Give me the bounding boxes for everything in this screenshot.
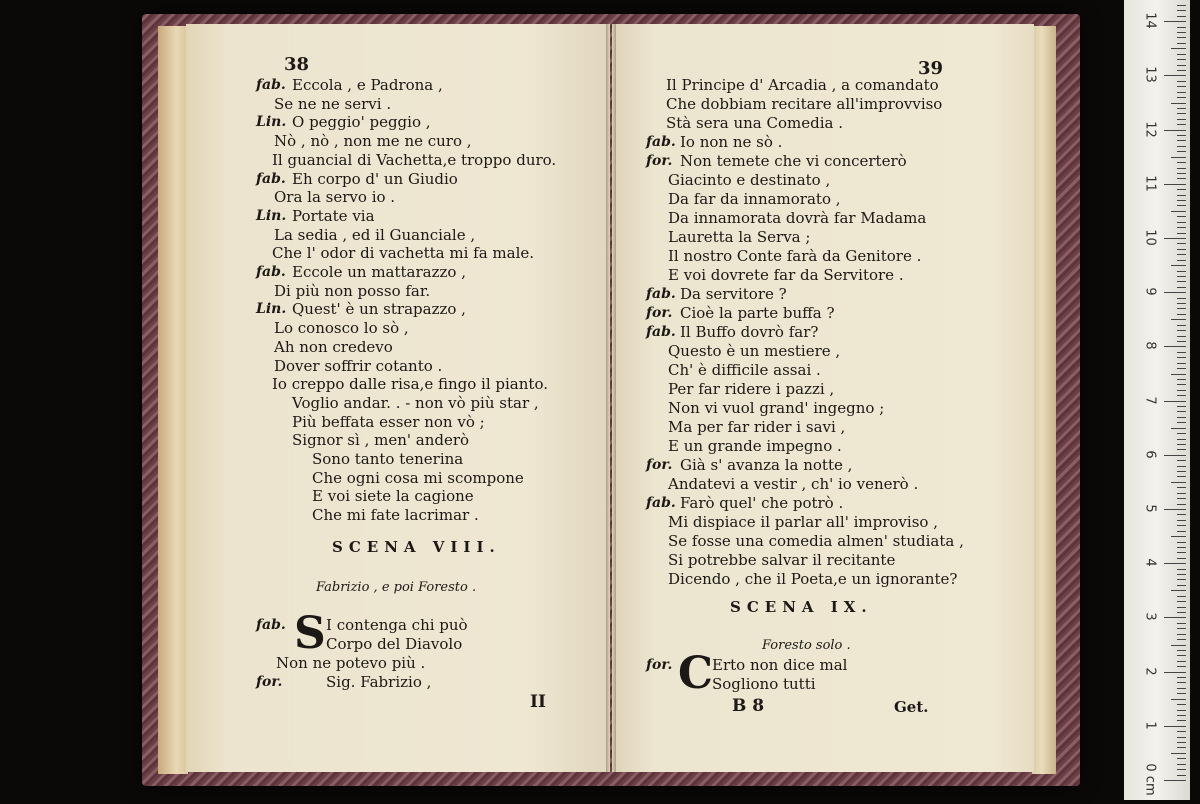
ruler-tick xyxy=(1177,476,1186,477)
catchword: Get. xyxy=(894,698,929,716)
ruler-tick xyxy=(1177,547,1186,548)
ruler-tick xyxy=(1177,710,1186,711)
ruler-tick xyxy=(1177,493,1186,494)
ruler-tick xyxy=(1177,168,1186,169)
verse-line: Di più non posso far. xyxy=(274,281,431,300)
verse-line: La sedia , ed il Guanciale , xyxy=(274,225,476,244)
ruler-tick xyxy=(1177,769,1186,770)
verse-line: Il nostro Conte farà da Genitore . xyxy=(668,247,922,265)
ruler-tick xyxy=(1171,699,1186,700)
ruler-tick xyxy=(1177,97,1186,98)
verse-line: Signor sì , men' anderò xyxy=(292,431,470,450)
ruler-tick xyxy=(1177,466,1186,467)
speaker-label: fab. xyxy=(256,77,286,93)
ruler-label: 13 xyxy=(1142,66,1158,84)
ruler-tick xyxy=(1177,363,1186,364)
ruler-tick xyxy=(1164,617,1186,618)
verse-line: Che dobbiam recitare all'improvviso xyxy=(666,95,943,113)
left-page-edges xyxy=(158,26,188,774)
verse-line: Dover soffrir cotanto . xyxy=(274,356,443,375)
speaker-label: for. xyxy=(646,305,673,321)
ruler-tick xyxy=(1171,319,1186,320)
ruler-tick xyxy=(1171,265,1186,266)
ruler-tick xyxy=(1177,764,1186,765)
ruler-tick xyxy=(1177,628,1186,629)
ruler-tick xyxy=(1164,346,1186,347)
scene-cast: Fabrizio , e poi Foresto . xyxy=(316,580,477,595)
ruler-label: 12 xyxy=(1142,120,1158,138)
verse-line: E un grande impegno . xyxy=(668,437,842,455)
ruler-tick xyxy=(1164,780,1186,781)
ruler-tick xyxy=(1177,747,1186,748)
ruler-tick xyxy=(1177,531,1186,532)
ruler-tick xyxy=(1164,401,1186,402)
ruler-label: 10 xyxy=(1142,229,1158,246)
ruler-tick xyxy=(1177,585,1186,586)
verse-line: Ch' è difficile assai . xyxy=(668,361,821,379)
right-page xyxy=(612,24,1034,772)
ruler-tick xyxy=(1177,384,1186,385)
verse-line: Non ne potevo più . xyxy=(276,654,426,672)
verse-line: Si potrebbe salvar il recitante xyxy=(668,551,896,569)
ruler-tick xyxy=(1177,417,1186,418)
ruler-tick xyxy=(1177,682,1186,683)
ruler-label: 4 xyxy=(1142,558,1158,567)
ruler-tick xyxy=(1177,151,1186,152)
ruler-tick xyxy=(1177,704,1186,705)
ruler-label: 11 xyxy=(1142,175,1158,192)
verse-line: Ora la servo io . xyxy=(274,188,396,207)
ruler-tick xyxy=(1177,504,1186,505)
ruler-tick xyxy=(1171,211,1186,212)
speaker-label: fab. xyxy=(256,264,286,280)
ruler-tick xyxy=(1171,645,1186,646)
ruler-label: 7 xyxy=(1142,395,1158,405)
ruler-tick xyxy=(1177,222,1186,223)
verse-line: Dicendo , che il Poeta,e un ignorante? xyxy=(668,570,958,588)
ruler-tick xyxy=(1177,444,1186,445)
speaker-label: for. xyxy=(646,657,673,673)
verse-line: Non temete che vi concerterò xyxy=(680,152,907,170)
ruler-tick xyxy=(1177,433,1186,434)
ruler-tick xyxy=(1177,59,1186,60)
scene-cast: Foresto solo . xyxy=(762,638,851,653)
ruler-tick xyxy=(1177,731,1186,732)
ruler-tick xyxy=(1177,460,1186,461)
ruler-tick xyxy=(1177,487,1186,488)
verse-line: Giacinto e destinato , xyxy=(668,171,831,189)
ruler-tick xyxy=(1177,108,1186,109)
verse-line: O peggio' peggio , xyxy=(292,113,431,132)
ruler-tick xyxy=(1177,579,1186,580)
verse-line: Che ogni cosa mi scompone xyxy=(312,468,524,487)
ruler-tick xyxy=(1177,498,1186,499)
ruler-tick xyxy=(1177,449,1186,450)
verse-line: Eccola , e Padrona , xyxy=(292,76,443,94)
ruler-tick xyxy=(1177,688,1186,689)
book-gutter xyxy=(606,24,616,772)
ruler-tick xyxy=(1171,103,1186,104)
speaker-label: Lin. xyxy=(256,207,287,224)
ruler-tick xyxy=(1177,54,1186,55)
ruler-tick xyxy=(1177,558,1186,559)
ruler-tick xyxy=(1164,726,1186,727)
ruler-tick xyxy=(1177,308,1186,309)
ruler-tick xyxy=(1177,395,1186,396)
verse-line: Che mi fate lacrimar . xyxy=(312,506,479,525)
verse-line: Cioè la parte buffa ? xyxy=(680,304,835,322)
speaker-label: for. xyxy=(256,674,283,690)
page-number: 39 xyxy=(918,58,944,79)
ruler-tick xyxy=(1177,325,1186,326)
ruler-tick xyxy=(1177,32,1186,33)
verse-line: E voi siete la cagione xyxy=(312,487,474,506)
verse-line: Stà sera una Comedia . xyxy=(666,114,843,132)
ruler-tick xyxy=(1177,379,1186,380)
verse-line: Se ne ne servi . xyxy=(274,94,392,113)
verse-line: Io non ne sò . xyxy=(680,133,783,151)
ruler-tick xyxy=(1177,336,1186,337)
ruler-tick xyxy=(1164,75,1186,76)
ruler-tick xyxy=(1177,623,1186,624)
signature-mark: B 8 xyxy=(732,696,765,716)
ruler-tick xyxy=(1177,715,1186,716)
ruler-tick xyxy=(1177,720,1186,721)
ruler-tick xyxy=(1171,590,1186,591)
ruler-tick xyxy=(1171,753,1186,754)
ruler-label: 3 xyxy=(1142,612,1158,622)
ruler-label: 6 xyxy=(1142,450,1158,459)
verse-line: Non vi vuol grand' ingegno ; xyxy=(668,399,885,417)
ruler-tick xyxy=(1177,173,1186,174)
speaker-label: fab. xyxy=(256,170,286,187)
ruler-tick xyxy=(1177,406,1186,407)
ruler-tick xyxy=(1177,666,1186,667)
ruler-tick xyxy=(1177,16,1186,17)
ruler-label: 9 xyxy=(1142,287,1158,296)
verse-line: Già s' avanza la notte , xyxy=(680,456,853,474)
ruler-tick xyxy=(1177,249,1186,250)
ruler-tick xyxy=(1177,271,1186,272)
ruler-tick xyxy=(1177,195,1186,196)
ruler-tick xyxy=(1177,314,1186,315)
ruler-tick xyxy=(1177,86,1186,87)
verse-line: Mi dispiace il parlar all' improviso , xyxy=(668,513,938,531)
ruler-tick xyxy=(1177,552,1186,553)
scene-title: SCENA VIII. xyxy=(332,538,501,556)
ruler-tick xyxy=(1177,655,1186,656)
page-number: 38 xyxy=(284,54,310,75)
verse-line: Da innamorata dovrà far Madama xyxy=(668,209,927,227)
ruler-tick xyxy=(1177,677,1186,678)
verse-line: Eccole un mattarazzo , xyxy=(292,263,466,281)
verse-line: Più beffata esser non vò ; xyxy=(292,412,485,431)
left-page xyxy=(186,24,610,772)
ruler-tick xyxy=(1164,455,1186,456)
speaker-label: for. xyxy=(646,457,673,473)
ruler-tick xyxy=(1177,520,1186,521)
verse-line: Se fosse una comedia almen' studiata , xyxy=(668,532,964,550)
ruler-tick xyxy=(1177,634,1186,635)
ruler-tick xyxy=(1177,189,1186,190)
verse-line: Da servitore ? xyxy=(680,285,787,303)
verse-line: Il guancial di Vachetta,e troppo duro. xyxy=(272,150,557,169)
ruler-tick xyxy=(1177,113,1186,114)
ruler-tick xyxy=(1164,130,1186,131)
ruler-tick xyxy=(1177,330,1186,331)
ruler-tick xyxy=(1171,536,1186,537)
ruler-tick xyxy=(1177,298,1186,299)
verse-line: Ma per far rider i savi , xyxy=(668,418,846,436)
speaker-label: for. xyxy=(646,153,673,169)
verse-line: Sogliono tutti xyxy=(712,675,816,693)
ruler-label: 1 xyxy=(1142,721,1158,730)
ruler-tick xyxy=(1164,21,1186,22)
ruler-tick xyxy=(1177,281,1186,282)
ruler-tick xyxy=(1177,260,1186,261)
verse-line: Eh corpo d' un Giudio xyxy=(292,169,458,188)
ruler-label: 0 cm xyxy=(1142,763,1158,796)
ruler-tick xyxy=(1177,661,1186,662)
ruler-tick xyxy=(1177,612,1186,613)
ruler-tick xyxy=(1177,216,1186,217)
speaker-label: fab. xyxy=(646,495,676,511)
ruler-tick xyxy=(1177,471,1186,472)
speaker-label: fab. xyxy=(256,617,286,633)
ruler-tick xyxy=(1177,639,1186,640)
ruler-tick xyxy=(1177,737,1186,738)
ruler-tick xyxy=(1177,439,1186,440)
ruler-tick xyxy=(1171,157,1186,158)
ruler-tick xyxy=(1171,482,1186,483)
ruler-tick xyxy=(1177,775,1186,776)
verse-line: Ah non credevo xyxy=(274,337,393,356)
speaker-label: Lin. xyxy=(256,114,287,131)
ruler-tick xyxy=(1177,422,1186,423)
ruler-tick xyxy=(1171,48,1186,49)
ruler-tick xyxy=(1177,357,1186,358)
ruler-tick xyxy=(1177,81,1186,82)
ruler-tick xyxy=(1177,390,1186,391)
ruler-label: 14 xyxy=(1142,12,1158,29)
ruler-tick xyxy=(1177,742,1186,743)
ruler-tick xyxy=(1177,162,1186,163)
ruler-tick xyxy=(1177,542,1186,543)
ruler-tick xyxy=(1177,43,1186,44)
signature-mark: II xyxy=(530,692,546,712)
verse-line: Io creppo dalle risa,e fingo il pianto. xyxy=(272,375,548,394)
ruler-tick xyxy=(1177,37,1186,38)
ruler-tick xyxy=(1177,92,1186,93)
verse-line: Che l' odor di vachetta mi fa male. xyxy=(272,244,535,263)
ruler-tick xyxy=(1164,292,1186,293)
ruler-tick xyxy=(1171,374,1186,375)
speaker-label: fab. xyxy=(646,134,676,150)
verse-line: Questo è un mestiere , xyxy=(668,342,841,360)
speaker-label: fab. xyxy=(646,324,676,340)
verse-line: Andatevi a vestir , ch' io venerò . xyxy=(668,475,919,493)
ruler-tick xyxy=(1164,184,1186,185)
verse-line: Sig. Fabrizio , xyxy=(326,673,432,691)
scene-title: SCENA IX. xyxy=(730,598,873,616)
ruler-tick xyxy=(1177,227,1186,228)
ruler-tick xyxy=(1177,411,1186,412)
verse-line: Erto non dice mal xyxy=(712,656,848,674)
ruler-tick xyxy=(1177,758,1186,759)
speaker-label: fab. xyxy=(646,286,676,302)
verse-line: Lauretta la Serva ; xyxy=(668,228,811,246)
verse-line: Il Buffo dovrò far? xyxy=(680,323,819,341)
ruler-tick xyxy=(1164,563,1186,564)
ruler-tick xyxy=(1177,119,1186,120)
ruler-tick xyxy=(1177,200,1186,201)
ruler-tick xyxy=(1171,428,1186,429)
verse-line: Da far da innamorato , xyxy=(668,190,841,208)
verse-line: Corpo del Diavolo xyxy=(326,635,463,653)
ruler-tick xyxy=(1177,287,1186,288)
ruler-tick xyxy=(1177,341,1186,342)
ruler-tick xyxy=(1177,514,1186,515)
ruler-tick xyxy=(1177,596,1186,597)
ruler-tick xyxy=(1177,601,1186,602)
ruler-tick xyxy=(1177,65,1186,66)
drop-cap: C xyxy=(678,648,714,699)
ruler-tick xyxy=(1177,368,1186,369)
ruler-tick xyxy=(1177,27,1186,28)
verse-line: Per far ridere i pazzi , xyxy=(668,380,835,398)
ruler-tick xyxy=(1164,509,1186,510)
ruler-tick xyxy=(1177,178,1186,179)
verse-line: Portate via xyxy=(292,206,375,225)
verse-line: I contenga chi può xyxy=(326,616,468,634)
speaker-label: Lin. xyxy=(256,301,287,318)
ruler-tick xyxy=(1177,205,1186,206)
ruler-label: 8 xyxy=(1142,341,1158,351)
ruler-tick xyxy=(1177,525,1186,526)
ruler-label: 2 xyxy=(1142,666,1158,676)
ruler-tick xyxy=(1177,5,1186,6)
verse-line: Nò , nò , non me ne curo , xyxy=(274,132,472,151)
ruler-tick xyxy=(1177,146,1186,147)
ruler-tick xyxy=(1177,233,1186,234)
right-page-edges xyxy=(1032,26,1056,774)
ruler-tick xyxy=(1177,650,1186,651)
verse-line: Voglio andar. . - non vò più star , xyxy=(292,393,539,412)
ruler-tick xyxy=(1177,574,1186,575)
ruler-tick xyxy=(1177,243,1186,244)
ruler-label: 5 xyxy=(1142,504,1158,513)
ruler-tick xyxy=(1177,124,1186,125)
ruler-tick xyxy=(1164,672,1186,673)
ruler-tick xyxy=(1177,254,1186,255)
verse-line: Quest' è un strapazzo , xyxy=(292,300,466,319)
ruler-tick xyxy=(1177,569,1186,570)
ruler-tick xyxy=(1164,238,1186,239)
ruler-tick xyxy=(1177,352,1186,353)
ruler-tick xyxy=(1177,70,1186,71)
ruler-tick xyxy=(1177,276,1186,277)
ruler-tick xyxy=(1177,140,1186,141)
ruler-tick xyxy=(1177,10,1186,11)
ruler-tick xyxy=(1177,135,1186,136)
ruler-tick xyxy=(1177,693,1186,694)
drop-cap: S xyxy=(294,608,326,659)
verse-line: Il Principe d' Arcadia , a comandato xyxy=(666,76,939,94)
verse-line: Lo conosco lo sò , xyxy=(274,319,409,338)
ruler-tick xyxy=(1177,303,1186,304)
verse-line: Sono tanto tenerina xyxy=(312,450,464,468)
verse-line: Farò quel' che potrò . xyxy=(680,494,844,512)
measuring-ruler xyxy=(1124,0,1190,800)
ruler-tick xyxy=(1177,607,1186,608)
verse-line: E voi dovrete far da Servitore . xyxy=(668,266,904,284)
